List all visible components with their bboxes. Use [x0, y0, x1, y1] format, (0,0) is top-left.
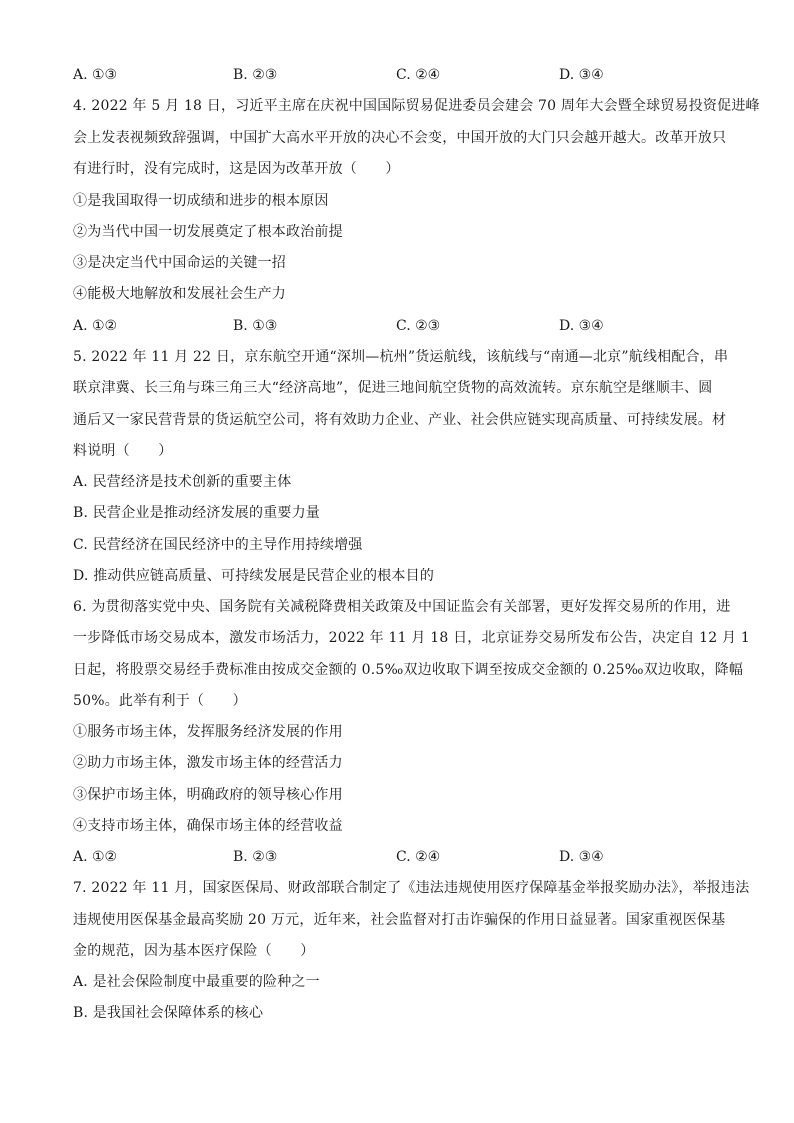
q4-stem-line: 4. 2022 年 5 月 18 日，习近平主席在庆祝中国国际贸易促进委员会建会 70 周年大会暨全球贸易投资促进峰 [73, 98, 760, 114]
q4-option-b: B. ①③ [233, 318, 278, 334]
q6-stem-line: 6. 为贯彻落实党中央、国务院有关减税降费相关政策及中国证监会有关部署，更好发挥交易所的作用，进 [73, 599, 731, 615]
q4-option-a: A. ①② [73, 318, 118, 334]
q6-item: ①服务市场主体，发挥服务经济发展的作用 [73, 724, 343, 740]
q5-option-b: B. 民营企业是推动经济发展的重要力量 [73, 505, 320, 521]
q6-item: ④支持市场主体，确保市场主体的经营收益 [73, 818, 343, 834]
q7-stem-line: 违规使用医保基金最高奖励 20 万元，近年来，社会监督对打击诈骗保的作用日益显著。国家重视医保基 [73, 912, 726, 928]
q7-option-a: A. 是社会保险制度中最重要的险种之一 [73, 974, 320, 990]
q3-option-b: B. ②③ [233, 67, 278, 83]
q5-stem-line: 5. 2022 年 11 月 22 日，京东航空开通“深圳—杭州”货运航线，该航线与“南通—北京”航线相配合，串 [73, 349, 729, 365]
q4-option-c: C. ②③ [396, 318, 441, 334]
q3-option-d: D. ③④ [559, 67, 604, 83]
q5-option-d: D. 推动供应链高质量、可持续发展是民营企业的根本目的 [73, 568, 435, 584]
q5-stem-line: 联京津冀、长三角与珠三角三大“经济高地”，促进三地间航空货物的高效流转。京东航空是继顺丰、圆 [73, 380, 713, 396]
q6-option-d: D. ③④ [559, 849, 604, 865]
q6-stem-line: 一步降低市场交易成本，激发市场活力，2022 年 11 月 18 日，北京证券交易所发布公告，决定自 12 月 1 [73, 630, 750, 646]
q3-options [73, 65, 723, 85]
q5-stem-line: 通后又一家民营背景的货运航空公司，将有效助力企业、产业、社会供应链实现高质量、可持续发展。材 [73, 412, 727, 428]
q6-option-b: B. ②③ [233, 849, 278, 865]
q4-item: ②为当代中国一切发展奠定了根本政治前提 [73, 224, 343, 240]
q4-item: ④能极大地解放和发展社会生产力 [73, 286, 286, 302]
q6-item: ②助力市场主体，激发市场主体的经营活力 [73, 755, 343, 771]
q3-option-a: A. ①③ [73, 67, 118, 83]
q7-stem-line: 7. 2022 年 11 月，国家医保局、财政部联合制定了《违法违规使用医疗保障基金举报奖励办法》，举报违法 [73, 880, 750, 896]
q5-stem-line: 料说明（ ） [73, 443, 173, 459]
q6-option-c: C. ②④ [396, 849, 441, 865]
q4-stem-line: 会上发表视频致辞强调，中国扩大高水平开放的决心不会变，中国开放的大门只会越开越大。改革开放只 [73, 130, 727, 146]
q6-stem-line: 日起，将股票交易经手费标准由按成交金额的 0.5‰双边收取下调至按成交金额的 0.25‰双边收取，降幅 [73, 662, 744, 678]
q3-option-c: C. ②④ [396, 67, 441, 83]
q6-stem-line: 50%。此举有利于（ ） [73, 693, 247, 709]
q4-options [73, 316, 723, 336]
q4-option-d: D. ③④ [559, 318, 604, 334]
q4-stem-line: 有进行时，没有完成时，这是因为改革开放（ ） [73, 161, 400, 177]
q6-item: ③保护市场主体，明确政府的领导核心作用 [73, 787, 343, 803]
q4-item: ①是我国取得一切成绩和进步的根本原因 [73, 193, 329, 209]
q7-option-b: B. 是我国社会保障体系的核心 [73, 1005, 264, 1021]
q5-option-a: A. 民营经济是技术创新的重要主体 [73, 474, 292, 490]
q6-option-a: A. ①② [73, 849, 118, 865]
q5-option-c: C. 民营经济在国民经济中的主导作用持续增强 [73, 537, 363, 553]
q6-options [73, 847, 723, 867]
q4-item: ③是决定当代中国命运的关键一招 [73, 255, 286, 271]
q7-stem-line: 金的规范，因为基本医疗保险（ ） [73, 943, 315, 959]
